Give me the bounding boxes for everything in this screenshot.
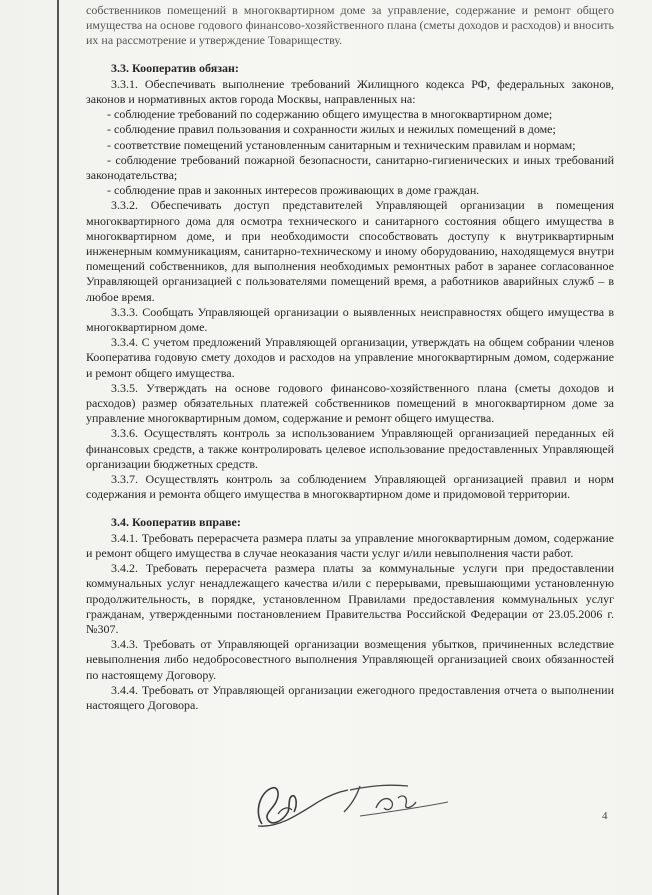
handwritten-signatures — [248, 768, 458, 838]
document-body — [86, 3, 614, 713]
list-item: - соблюдение требований пожарной безопасности, санитарно-гигиенических и иных требований законодательства; — [86, 152, 614, 183]
clause-3-3-4: 3.3.4. С учетом предложений Управляющей организации, утверждать на общем собрании членов Кооператива годовую смету доходов и расходов на управление многоквартирным домом, содержание и ремонт общего имущества. — [86, 335, 614, 380]
clause-3-3-2: 3.3.2. Обеспечивать доступ представителей Управляющей организации в помещения многоквартирного дома для осмотра технического и санитарного состояния общего имущества в многоквартирном доме, и при необходимости способствовать доступу к внутриквартирным инженерным коммуникациям, санитарно-техническому и иному оборудованию, находящемуся внутри помещений собственников, для выполнения необходимых ремонтных работ в заранее согласованное Управляющей организацией с пользователями помещений время, а работников аварийных служб – в любое время. — [86, 198, 614, 304]
clause-3-3-7: 3.3.7. Осуществлять контроль за соблюдением Управляющей организацией правил и норм содержания и ремонта общего имущества в многоквартирном доме и придомовой территории. — [86, 472, 614, 502]
clause-3-4-1: 3.4.1. Требовать перерасчета размера платы за управление многоквартирным домом, содержание и ремонт общего имущества в случае неоказания части услуг и/или невыполнения части работ. — [86, 530, 614, 560]
clause-3-4-2: 3.4.2. Требовать перерасчета размера платы за коммунальные услуги при предоставлении коммунальных услуг ненадлежащего качества и/или с перерывами, превышающими установленную продолжительность, в порядке, установленном Правилами предоставления коммунальных услуг гражданам, утвержденными постановлением Правительства Российской Федерации от 23.05.2006 г. №307. — [86, 561, 614, 636]
list-item: - соблюдение правил пользования и сохранности жилых и нежилых помещений в доме; — [107, 122, 556, 137]
list-item: - соблюдение прав и законных интересов проживающих в доме граждан. — [107, 183, 480, 198]
paragraph-3-2-end: собственников помещений в многоквартирном доме за управление, содержание и ремонт общего имущества на основе годового финансово-хозяйственного плана (сметы доходов и расходов) и вносить их на рассмотрение и утверждение Товариществу. — [86, 3, 615, 48]
clause-3-3-1: 3.3.1. Обеспечивать выполнение требований Жилищного кодекса РФ, федеральных законов, законов и нормативных актов города Москвы, направленных на: — [86, 76, 614, 107]
list-item: - соблюдение требований по содержанию общего имущества в многоквартирном доме; — [107, 107, 553, 122]
section-heading-3-4: 3.4. Кооператив вправе: — [111, 514, 241, 529]
clause-3-4-4: 3.4.4. Требовать от Управляющей организации ежегодного предоставления отчета о выполнении настоящего Договора. — [86, 682, 614, 712]
binding-edge — [57, 0, 59, 895]
clause-3-3-6: 3.3.6. Осуществлять контроль за использованием Управляющей организацией переданных ей финансовых средств, а также контролировать целевое использование предоставленных Управляющей организации бюджетных средств. — [86, 426, 614, 471]
clause-3-3-5: 3.3.5. Утверждать на основе годового финансово-хозяйственного плана (сметы доходов и расходов) размер обязательных платежей собственников помещений в многоквартирном доме за управление многоквартирным домом, содержание и ремонт общего имущества. — [86, 380, 614, 426]
page-number: 4 — [602, 810, 608, 822]
clause-3-3-3: 3.3.3. Сообщать Управляющей организации о выявленных неисправностях общего имущества в многоквартирном доме. — [86, 304, 614, 335]
clause-3-4-3: 3.4.3. Требовать от Управляющей организации возмещения убытков, причиненных вследствие невыполнения либо недобросовестного выполнения Управляющей организацией своих обязанностей по настоящему Договору. — [86, 637, 614, 682]
section-heading-3-3: 3.3. Кооператив обязан: — [111, 60, 239, 75]
list-item: - соответствие помещений установленным санитарным и техническим правилам и нормам; — [107, 137, 576, 152]
